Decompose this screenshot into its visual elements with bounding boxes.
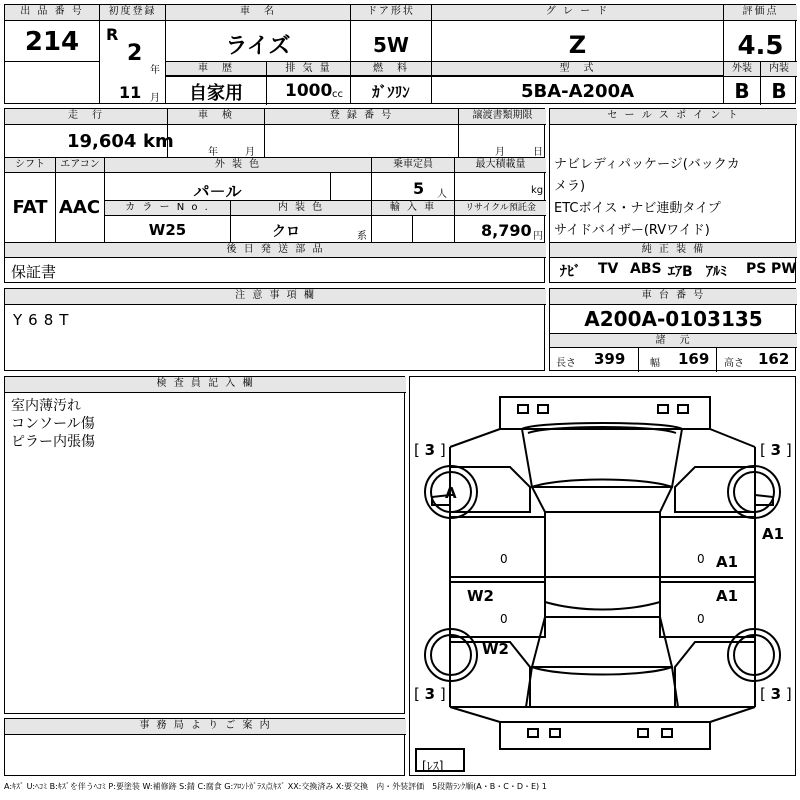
max-load-label: 最大積載量 <box>455 158 546 173</box>
tire-tread-rl: [ 3 ] <box>414 685 446 703</box>
equipment-item: PS <box>746 261 767 277</box>
interior-label: 内装 <box>761 62 797 77</box>
ac: AAC <box>58 197 101 218</box>
door-handle-mark: 0 <box>697 552 705 566</box>
inspector-label: 検 査 員 記 入 欄 <box>5 377 406 393</box>
door-handle-mark: 0 <box>500 552 508 566</box>
transfer-day-unit: 日 <box>533 147 543 158</box>
door-handle-mark: 0 <box>697 612 705 626</box>
details-section <box>4 108 545 283</box>
capacity-unit: 人 <box>437 189 447 200</box>
later-parts-label: 後 日 発 送 部 品 <box>5 243 546 258</box>
sales-point-line: ナビレディパッケージ(バックカ <box>554 157 740 172</box>
year: 2 <box>127 41 143 66</box>
displacement-unit: cc <box>332 89 343 100</box>
equipment-item: ｱﾙﾐ <box>706 264 727 280</box>
year-unit: 年 <box>150 65 160 76</box>
width: 169 <box>678 350 710 368</box>
lot-no: 214 <box>24 27 80 57</box>
grade: Z <box>568 31 587 59</box>
damage-mark: A <box>445 484 457 502</box>
first-reg-label: 初度登録 <box>100 5 165 21</box>
model-label: 型 式 <box>432 62 723 76</box>
door: 5W <box>373 33 409 57</box>
notes-section <box>4 288 545 371</box>
score-label: 評価点 <box>724 5 797 21</box>
length: 399 <box>594 350 626 368</box>
ac-label: エアコン <box>56 158 104 173</box>
inspector-line: 室内薄汚れ <box>11 398 81 414</box>
header-section <box>4 4 796 104</box>
equipment-item: PW <box>771 261 797 277</box>
notes-text: Y68T <box>13 311 75 329</box>
later-parts: 保証書 <box>11 263 57 281</box>
specs-label: 諸 元 <box>550 333 797 348</box>
sales-point-line: サイドバイザー(RVワイド) <box>554 223 710 238</box>
sales-points-label: セ ー ル ス ポ イ ン ト <box>550 109 797 125</box>
displacement: 1000 <box>285 81 333 101</box>
mileage-label: 走 行 <box>5 109 167 125</box>
chassis-no: A200A-0103135 <box>584 307 763 331</box>
legend-text: A:ｷｽﾞ U:ﾍｺﾐ B:ｷｽﾞを伴うﾍｺﾐ P:要塗装 W:補修跡 S:錆 C:腐食 G:ﾌﾛﾝﾄｶﾞﾗｽ点ｷｽﾞ XX:交換済み X:要交換 内・外装評価 5段階ﾗﾝｸ順(A・B・C・D・E) 1 <box>4 782 547 791</box>
transfer-label: 譲渡書類期限 <box>459 109 546 125</box>
door-handle-mark: 0 <box>500 612 508 626</box>
equipment-item: ｴｱB <box>668 264 693 280</box>
notes-label: 注 意 事 項 欄 <box>5 289 546 305</box>
damage-mark: A1 <box>716 553 739 571</box>
fuel: ｶﾞｿﾘﾝ <box>372 83 410 101</box>
chassis-section <box>549 288 796 371</box>
inspection-year-unit: 年 <box>208 147 218 158</box>
score: 4.5 <box>737 31 784 61</box>
month-unit: 月 <box>150 93 160 104</box>
damage-mark: W2 <box>467 587 494 605</box>
width-label: 幅 <box>650 358 660 369</box>
height: 162 <box>758 350 790 368</box>
int-color: クロ <box>272 224 300 240</box>
equipment-item: ﾅﾋﾞ <box>560 264 581 280</box>
office-section <box>4 718 405 776</box>
color-no: W25 <box>148 221 187 239</box>
equipment-item: TV <box>598 261 619 277</box>
damage-mark: W2 <box>482 640 509 658</box>
equipment-label: 純 正 装 備 <box>550 243 797 258</box>
car-outline <box>416 397 780 771</box>
inspector-section <box>4 376 405 714</box>
tire-tread-fr: [ 3 ] <box>760 441 792 459</box>
recycle-unit: 円 <box>533 231 543 242</box>
shift-label: シフト <box>5 158 55 173</box>
capacity: 5 <box>413 179 425 198</box>
damage-mark: A1 <box>762 525 785 543</box>
month: 11 <box>119 83 142 102</box>
tire-tread-fl: [ 3 ] <box>414 441 446 459</box>
length-label: 長さ <box>556 358 576 369</box>
sales-points-section <box>549 108 796 283</box>
chassis-label: 車 台 番 号 <box>550 289 797 305</box>
equipment-item: ABS <box>630 261 662 277</box>
displacement-label: 排 気 量 <box>267 62 350 76</box>
fuel-label: 燃 料 <box>351 62 431 76</box>
history: 自家用 <box>189 83 243 104</box>
color-no-label: カ ラ ー N o . <box>105 201 230 216</box>
inspection-month-unit: 月 <box>245 147 255 158</box>
sales-point-line: ETCボイス・ナビ連動タイプ <box>554 201 721 216</box>
car-diagram-svg <box>410 377 795 775</box>
office-label: 事 務 局 よ り ご 案 内 <box>5 719 406 735</box>
int-color-label: 内 装 色 <box>231 201 371 216</box>
grade-label: グ レ ー ド <box>432 5 723 21</box>
car-name-label: 車 名 <box>166 5 350 21</box>
inspection-label: 車 検 <box>168 109 264 125</box>
door-label: ドア形状 <box>351 5 431 21</box>
int-color-unit: 系 <box>357 231 367 242</box>
interior: B <box>771 79 787 103</box>
damage-diagram <box>409 376 796 776</box>
import-label: 輸 入 車 <box>372 201 454 216</box>
exterior-label: 外装 <box>724 62 760 77</box>
max-load-unit: kg <box>531 185 544 196</box>
history-label: 車 歴 <box>166 62 266 76</box>
tire-tread-rr: [ 3 ] <box>760 685 792 703</box>
transfer-month-unit: 月 <box>495 147 505 158</box>
lot-no-label: 出 品 番 号 <box>5 5 99 21</box>
ext-color: パ－ル <box>193 182 242 201</box>
inspector-line: ピラー内張傷 <box>11 434 95 450</box>
ext-color-label: 外 装 色 <box>105 158 371 173</box>
mileage: 19,604 <box>67 131 137 152</box>
era: R <box>106 25 119 44</box>
car-name: ライズ <box>225 34 291 59</box>
sales-point-line: メラ) <box>554 179 586 194</box>
mileage-unit: km <box>143 131 174 152</box>
reg-no-label: 登 録 番 号 <box>265 109 458 125</box>
inspector-line: コンソール傷 <box>11 416 95 432</box>
spare-tire-label: [ﾚｽ] <box>422 759 444 773</box>
damage-mark: A1 <box>716 587 739 605</box>
height-label: 高さ <box>724 358 744 369</box>
shift: FAT <box>12 197 48 218</box>
recycle: 8,790 <box>481 221 532 240</box>
exterior: B <box>734 79 750 103</box>
capacity-label: 乗車定員 <box>372 158 454 173</box>
model: 5BA-A200A <box>520 81 635 102</box>
recycle-label: リサイクル預託金 <box>455 201 546 216</box>
